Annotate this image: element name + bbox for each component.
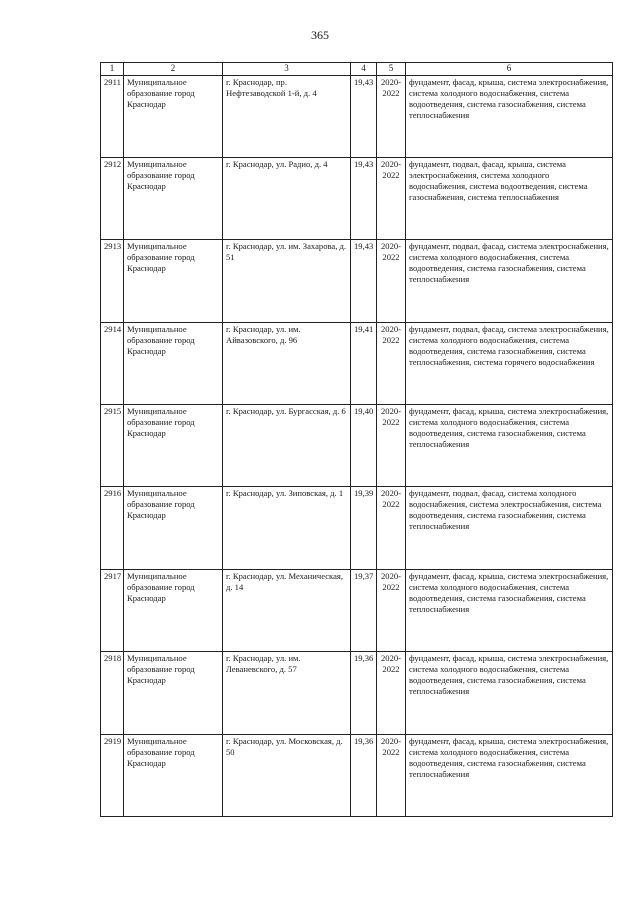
row-number: 2917 (101, 569, 124, 651)
period-cell: 2020-2022 (377, 75, 406, 157)
works-cell: фундамент, подвал, фасад, система электроснабжения, система холодного водоснабжения, система водоотведения, система газоснабжения, система теплоснабжения, система горячего водоснабжения (406, 322, 613, 404)
table-row (101, 322, 613, 404)
row-number: 2913 (101, 240, 124, 322)
row-number: 2912 (101, 157, 124, 239)
owner-cell: Муниципальное образование город Краснодар (124, 487, 223, 569)
works-cell: фундамент, фасад, крыша, система электроснабжения, система холодного водоснабжения, система водоотведения, система газоснабжения, система теплоснабжения (406, 734, 613, 816)
area-cell: 19,43 (351, 240, 377, 322)
address-cell: г. Краснодар, пр. Нефтезаводской 1-й, д. 4 (223, 75, 351, 157)
works-cell: фундамент, подвал, фасад, система электроснабжения, система холодного водоснабжения, система водоотведения, система газоснабжения, система теплоснабжения (406, 240, 613, 322)
table-row (101, 487, 613, 569)
period-cell: 2020-2022 (377, 240, 406, 322)
column-header: 1 (101, 63, 124, 76)
row-number: 2915 (101, 405, 124, 487)
area-cell: 19,41 (351, 322, 377, 404)
row-number: 2916 (101, 487, 124, 569)
owner-cell: Муниципальное образование город Краснодар (124, 569, 223, 651)
works-cell: фундамент, фасад, крыша, система электроснабжения, система холодного водоснабжения, система водоотведения, система газоснабжения, система теплоснабжения (406, 652, 613, 734)
owner-cell: Муниципальное образование город Краснодар (124, 157, 223, 239)
table-row (101, 240, 613, 322)
row-number: 2919 (101, 734, 124, 816)
row-number: 2914 (101, 322, 124, 404)
area-cell: 19,36 (351, 652, 377, 734)
area-cell: 19,43 (351, 157, 377, 239)
address-cell: г. Краснодар, ул. им. Айвазовского, д. 96 (223, 322, 351, 404)
works-cell: фундамент, подвал, фасад, система холодного водоснабжения, система электроснабжения, система водоотведения, система газоснабжения, система теплоснабжения (406, 487, 613, 569)
table-row (101, 405, 613, 487)
table-row (101, 75, 613, 157)
owner-cell: Муниципальное образование город Краснодар (124, 734, 223, 816)
works-cell: фундамент, фасад, крыша, система электроснабжения, система холодного водоснабжения, система водоотведения, система газоснабжения, система теплоснабжения (406, 405, 613, 487)
address-cell: г. Краснодар, ул. Зиповская, д. 1 (223, 487, 351, 569)
area-cell: 19,40 (351, 405, 377, 487)
owner-cell: Муниципальное образование город Краснодар (124, 75, 223, 157)
address-cell: г. Краснодар, ул. Московская, д. 50 (223, 734, 351, 816)
works-cell: фундамент, фасад, крыша, система электроснабжения, система холодного водоснабжения, система водоотведения, система газоснабжения, система теплоснабжения (406, 75, 613, 157)
period-cell: 2020-2022 (377, 569, 406, 651)
period-cell: 2020-2022 (377, 157, 406, 239)
area-cell: 19,36 (351, 734, 377, 816)
column-number-row (101, 63, 613, 76)
address-cell: г. Краснодар, ул. Радио, д. 4 (223, 157, 351, 239)
address-cell: г. Краснодар, ул. Бургасская, д. 6 (223, 405, 351, 487)
address-cell: г. Краснодар, ул. им. Леваневского, д. 57 (223, 652, 351, 734)
address-cell: г. Краснодар, ул. Механическая, д. 14 (223, 569, 351, 651)
owner-cell: Муниципальное образование город Краснодар (124, 240, 223, 322)
period-cell: 2020-2022 (377, 734, 406, 816)
period-cell: 2020-2022 (377, 405, 406, 487)
period-cell: 2020-2022 (377, 487, 406, 569)
area-cell: 19,39 (351, 487, 377, 569)
owner-cell: Муниципальное образование город Краснодар (124, 322, 223, 404)
repair-schedule-table (100, 62, 613, 817)
row-number: 2911 (101, 75, 124, 157)
area-cell: 19,37 (351, 569, 377, 651)
column-header: 3 (223, 63, 351, 76)
table-row (101, 652, 613, 734)
owner-cell: Муниципальное образование город Краснодар (124, 405, 223, 487)
address-cell: г. Краснодар, ул. им. Захарова, д. 51 (223, 240, 351, 322)
table-row (101, 157, 613, 239)
period-cell: 2020-2022 (377, 652, 406, 734)
owner-cell: Муниципальное образование город Краснодар (124, 652, 223, 734)
works-cell: фундамент, подвал, фасад, крыша, система электроснабжения, система холодного водоснабжения, система водоотведения, система газоснабжения, система теплоснабжения (406, 157, 613, 239)
page-number: 365 (311, 28, 329, 42)
works-cell: фундамент, фасад, крыша, система электроснабжения, система холодного водоснабжения, система водоотведения, система газоснабжения, система теплоснабжения (406, 569, 613, 651)
column-header: 5 (377, 63, 406, 76)
area-cell: 19,43 (351, 75, 377, 157)
row-number: 2918 (101, 652, 124, 734)
period-cell: 2020-2022 (377, 322, 406, 404)
table-row (101, 569, 613, 651)
column-header: 6 (406, 63, 613, 76)
column-header: 2 (124, 63, 223, 76)
table-row (101, 734, 613, 816)
column-header: 4 (351, 63, 377, 76)
